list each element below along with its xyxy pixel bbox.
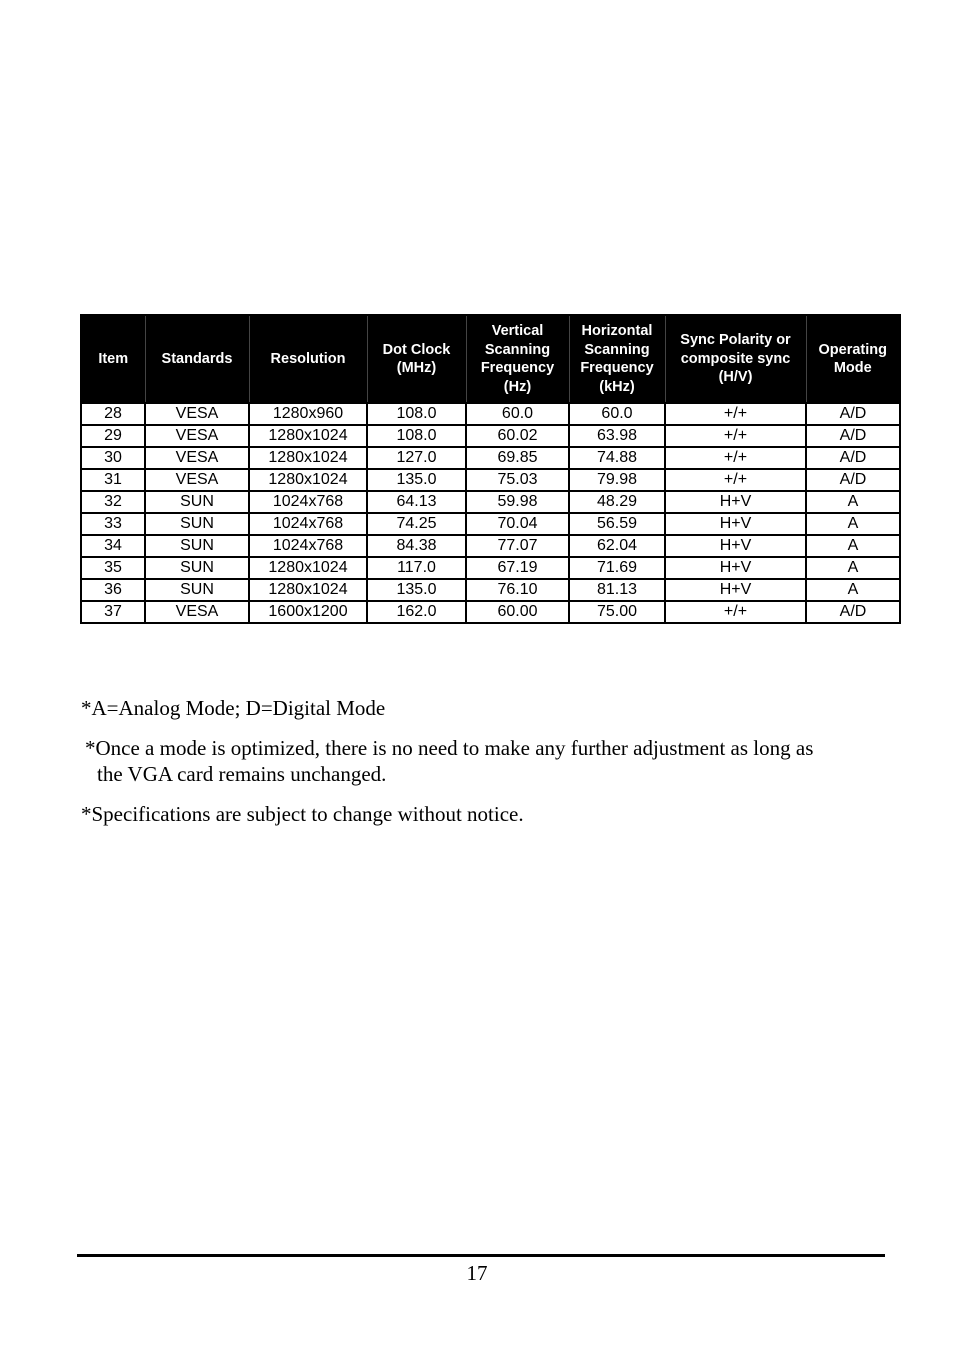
table-cell: 63.98: [569, 425, 665, 447]
table-row: [81, 491, 900, 513]
table-cell: H+V: [665, 557, 806, 579]
table-cell: 56.59: [569, 513, 665, 535]
table-cell: 70.04: [466, 513, 569, 535]
table-row: [81, 557, 900, 579]
table-cell: 67.19: [466, 557, 569, 579]
column-header: Standards: [145, 315, 249, 403]
table-cell: 1280x1024: [249, 447, 367, 469]
table-cell: 36: [81, 579, 145, 601]
table-cell: A/D: [806, 425, 900, 447]
table-row: [81, 425, 900, 447]
mode-legend-note: *A=Analog Mode; D=Digital Mode: [81, 696, 386, 720]
table-cell: A: [806, 579, 900, 601]
table-row: [81, 579, 900, 601]
table-body: [81, 403, 900, 623]
column-header: Item: [81, 315, 145, 403]
table-cell: 37: [81, 601, 145, 623]
table-cell: H+V: [665, 513, 806, 535]
table-cell: 1024x768: [249, 491, 367, 513]
table-cell: A: [806, 557, 900, 579]
table-cell: SUN: [145, 535, 249, 557]
table-cell: 75.03: [466, 469, 569, 491]
table-cell: 127.0: [367, 447, 466, 469]
table-cell: 64.13: [367, 491, 466, 513]
table-cell: 77.07: [466, 535, 569, 557]
table-cell: 33: [81, 513, 145, 535]
table-cell: 48.29: [569, 491, 665, 513]
table-cell: +/+: [665, 469, 806, 491]
table-cell: 1280x1024: [249, 579, 367, 601]
timing-modes-table-container: [80, 314, 899, 624]
table-row: [81, 469, 900, 491]
table-cell: A: [806, 535, 900, 557]
table-cell: A/D: [806, 601, 900, 623]
table-cell: 1024x768: [249, 513, 367, 535]
table-row: [81, 535, 900, 557]
table-row: [81, 513, 900, 535]
table-cell: 1280x1024: [249, 469, 367, 491]
table-cell: +/+: [665, 601, 806, 623]
table-cell: 71.69: [569, 557, 665, 579]
table-cell: 1280x960: [249, 403, 367, 425]
table-cell: VESA: [145, 447, 249, 469]
table-cell: 108.0: [367, 425, 466, 447]
table-cell: VESA: [145, 403, 249, 425]
column-header: Horizontal Scanning Frequency (kHz): [569, 315, 665, 403]
table-cell: SUN: [145, 579, 249, 601]
table-cell: +/+: [665, 447, 806, 469]
table-cell: A/D: [806, 469, 900, 491]
table-cell: 74.88: [569, 447, 665, 469]
table-cell: 1280x1024: [249, 557, 367, 579]
table-cell: 117.0: [367, 557, 466, 579]
specifications-note: *Specifications are subject to change without notice.: [81, 802, 524, 826]
table-cell: VESA: [145, 425, 249, 447]
table-cell: 74.25: [367, 513, 466, 535]
table-row: [81, 601, 900, 623]
table-cell: 135.0: [367, 579, 466, 601]
table-cell: A/D: [806, 447, 900, 469]
column-header: Resolution: [249, 315, 367, 403]
table-cell: 1024x768: [249, 535, 367, 557]
table-cell: 1280x1024: [249, 425, 367, 447]
table-cell: 84.38: [367, 535, 466, 557]
table-cell: SUN: [145, 491, 249, 513]
table-cell: VESA: [145, 601, 249, 623]
table-cell: 35: [81, 557, 145, 579]
footer-divider: [77, 1254, 885, 1257]
table-cell: A/D: [806, 403, 900, 425]
column-header: Vertical Scanning Frequency (Hz): [466, 315, 569, 403]
optimized-note-line-2: the VGA card remains unchanged.: [97, 762, 387, 786]
table-cell: SUN: [145, 513, 249, 535]
table-cell: 135.0: [367, 469, 466, 491]
table-cell: +/+: [665, 425, 806, 447]
table-cell: 162.0: [367, 601, 466, 623]
table-cell: 62.04: [569, 535, 665, 557]
page-number: 17: [466, 1261, 488, 1285]
table-cell: A: [806, 491, 900, 513]
column-header: Operating Mode: [806, 315, 900, 403]
table-cell: 59.98: [466, 491, 569, 513]
table-row: [81, 447, 900, 469]
table-header-row: [81, 315, 900, 403]
table-cell: 108.0: [367, 403, 466, 425]
table-cell: 79.98: [569, 469, 665, 491]
table-cell: H+V: [665, 535, 806, 557]
table-cell: VESA: [145, 469, 249, 491]
table-cell: 60.00: [466, 601, 569, 623]
table-cell: 31: [81, 469, 145, 491]
table-cell: 60.0: [466, 403, 569, 425]
table-cell: 1600x1200: [249, 601, 367, 623]
table-cell: 81.13: [569, 579, 665, 601]
table-cell: 32: [81, 491, 145, 513]
column-header: Sync Polarity or composite sync (H/V): [665, 315, 806, 403]
table-cell: 75.00: [569, 601, 665, 623]
column-header: Dot Clock (MHz): [367, 315, 466, 403]
table-cell: 60.02: [466, 425, 569, 447]
table-cell: H+V: [665, 579, 806, 601]
table-cell: +/+: [665, 403, 806, 425]
table-cell: 34: [81, 535, 145, 557]
optimized-mode-note: [85, 735, 885, 787]
table-cell: A: [806, 513, 900, 535]
table-cell: H+V: [665, 491, 806, 513]
table-cell: SUN: [145, 557, 249, 579]
table-cell: 60.0: [569, 403, 665, 425]
table-cell: 69.85: [466, 447, 569, 469]
table-row: [81, 403, 900, 425]
optimized-note-line-1: *Once a mode is optimized, there is no need to make any further adjustment as long as: [85, 736, 814, 760]
timing-modes-table: [80, 314, 901, 624]
table-cell: 30: [81, 447, 145, 469]
table-cell: 28: [81, 403, 145, 425]
table-cell: 29: [81, 425, 145, 447]
table-cell: 76.10: [466, 579, 569, 601]
